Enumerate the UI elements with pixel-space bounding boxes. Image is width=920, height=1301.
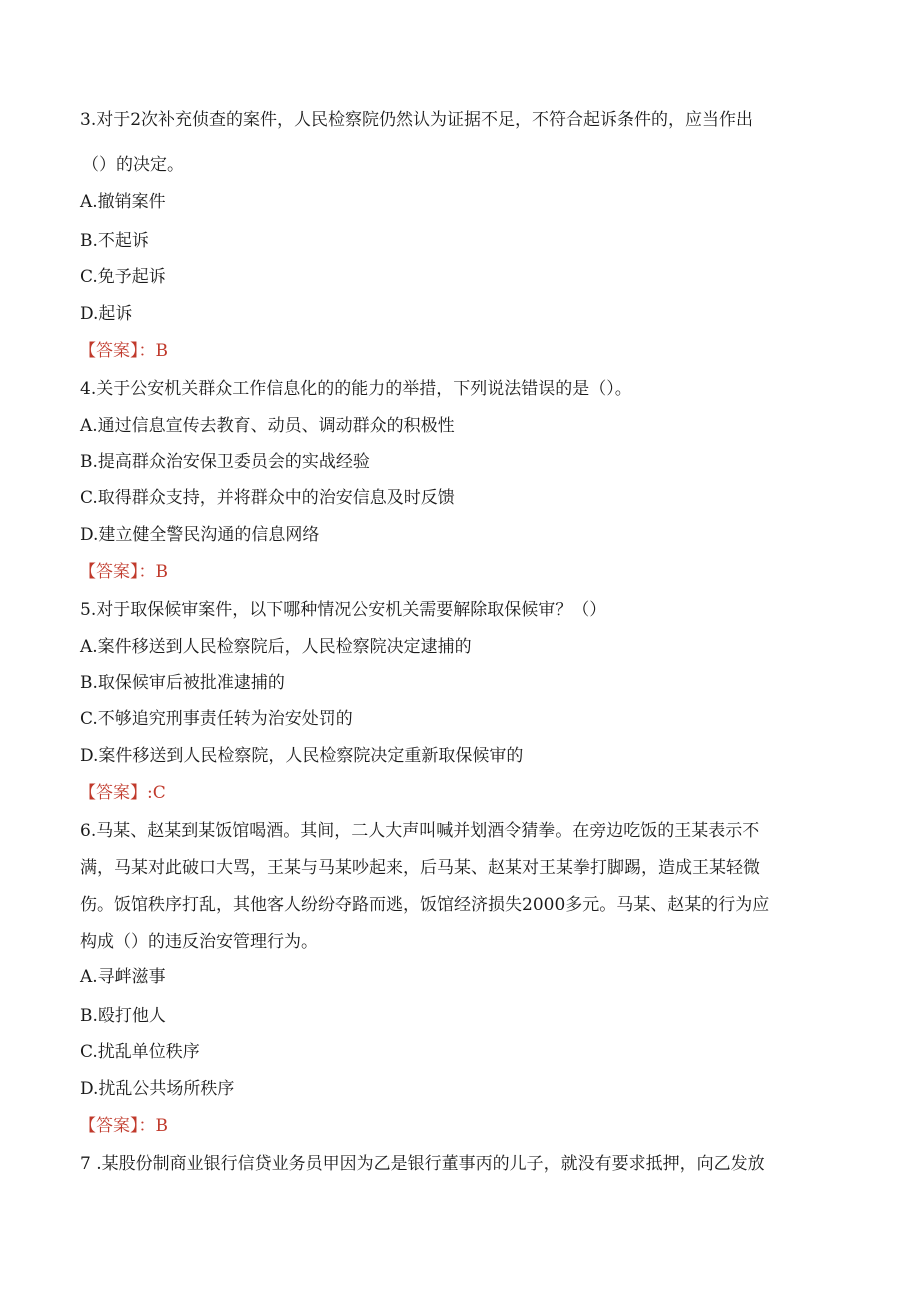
question-4-option-a: A.通过信息宣传去教育、动员、调动群众的积极性 <box>80 416 455 436</box>
question-3-option-a: A.撤销案件 <box>80 192 166 212</box>
question-5-option-b: B.取保候审后被批准逮捕的 <box>80 673 285 693</box>
question-6-option-d: D.扰乱公共场所秩序 <box>80 1079 235 1099</box>
question-6-stem-line-4: 构成（）的违反治安管理行为。 <box>80 932 318 952</box>
question-5-stem-line-1: 5.对于取保候审案件，以下哪种情况公安机关需要解除取保候审？（） <box>80 600 607 620</box>
question-3-option-c: C.免予起诉 <box>80 267 166 287</box>
question-6-option-a: A.寻衅滋事 <box>80 967 166 987</box>
question-3-stem-line-1: 3.对于2次补充侦查的案件，人民检察院仍然认为证据不足，不符合起诉条件的，应当作出 <box>80 110 754 130</box>
question-4-option-d: D.建立健全警民沟通的信息网络 <box>80 525 320 545</box>
question-4-stem-line-1: 4.关于公安机关群众工作信息化的的能力的举措，下列说法错误的是（）。 <box>80 379 632 399</box>
question-3-answer: 【答案】：B <box>79 341 168 361</box>
question-5-option-a: A.案件移送到人民检察院后，人民检察院决定逮捕的 <box>80 637 472 657</box>
question-5-answer: 【答案】:C <box>79 783 166 803</box>
question-3-option-d: D.起诉 <box>80 304 133 324</box>
question-4-option-c: C.取得群众支持，并将群众中的治安信息及时反馈 <box>80 488 455 508</box>
question-3-option-b: B.不起诉 <box>80 231 149 251</box>
question-4-answer: 【答案】：B <box>79 562 168 582</box>
question-5-option-c: C.不够追究刑事责任转为治安处罚的 <box>80 709 353 729</box>
question-5-option-d: D.案件移送到人民检察院，人民检察院决定重新取保候审的 <box>80 746 524 766</box>
question-6-answer: 【答案】：B <box>79 1116 168 1136</box>
question-7-stem-line-1: 7 .某股份制商业银行信贷业务员甲因为乙是银行董事丙的儿子，就没有要求抵押，向乙发放 <box>80 1154 765 1174</box>
question-6-stem-line-2: 满，马某对此破口大骂，王某与马某吵起来，后马某、赵某对王某拳打脚踢，造成王某轻微 <box>80 858 760 878</box>
question-4-option-b: B.提高群众治安保卫委员会的实战经验 <box>80 452 370 472</box>
question-6-option-c: C.扰乱单位秩序 <box>80 1042 200 1062</box>
question-6-stem-line-3: 伤。饭馆秩序打乱，其他客人纷纷夺路而逃，饭馆经济损失2000多元。马某、赵某的行为应 <box>80 895 770 915</box>
question-6-option-b: B.殴打他人 <box>80 1006 166 1026</box>
question-6-stem-line-1: 6.马某、赵某到某饭馆喝酒。其间，二人大声叫喊并划酒令猜拳。在旁边吃饭的王某表示不 <box>80 821 760 841</box>
question-3-stem-line-2: （）的决定。 <box>82 155 184 175</box>
